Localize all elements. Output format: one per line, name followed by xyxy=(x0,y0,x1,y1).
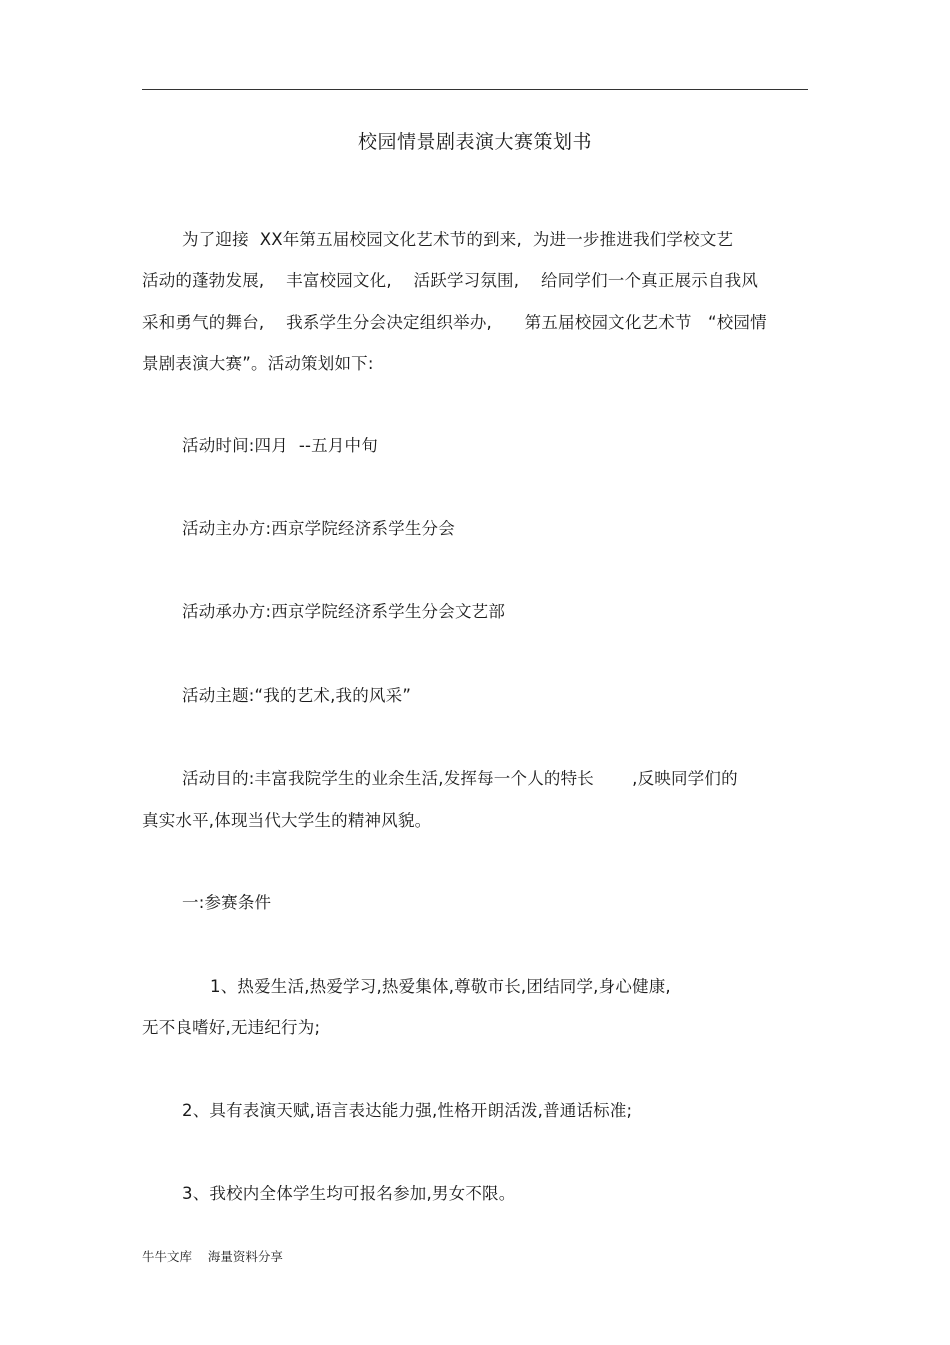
activity-purpose-line-2: 真实水平,体现当代大学生的精神风貌。 xyxy=(142,811,432,830)
header-rule xyxy=(142,89,808,90)
intro-line-1: 为了迎接 XX年第五届校园文化艺术节的到来, 为进一步推进我们学校文艺 xyxy=(182,230,734,249)
activity-host: 活动主办方:西京学院经济系学生分会 xyxy=(182,519,455,538)
activity-organizer: 活动承办方:西京学院经济系学生分会文艺部 xyxy=(182,602,506,621)
activity-time: 活动时间:四月 --五月中旬 xyxy=(182,436,378,455)
activity-purpose-line-1: 活动目的:丰富我院学生的业余生活,发挥每一个人的特长 ,反映同学们的 xyxy=(182,769,738,788)
condition-1-line-2: 无不良嗜好,无违纪行为; xyxy=(142,1018,321,1037)
condition-1-line-1: 1、热爱生活,热爱学习,热爱集体,尊敬市长,团结同学,身心健康, xyxy=(210,977,671,996)
section-heading-conditions: 一:参赛条件 xyxy=(182,893,272,912)
activity-theme: 活动主题:“我的艺术,我的风采” xyxy=(182,686,412,705)
condition-2: 2、具有表演天赋,语言表达能力强,性格开朗活泼,普通话标准; xyxy=(182,1101,633,1120)
intro-line-2: 活动的蓬勃发展, 丰富校园文化, 活跃学习氛围, 给同学们一个真正展示自我风 xyxy=(142,271,759,290)
intro-line-4: 景剧表演大赛”。活动策划如下: xyxy=(142,354,374,373)
intro-line-3: 采和勇气的舞台, 我系学生分会决定组织举办, 第五届校园文化艺术节 “校园情 xyxy=(142,313,767,332)
document-title: 校园情景剧表演大赛策划书 xyxy=(357,131,592,153)
condition-3: 3、我校内全体学生均可报名参加,男女不限。 xyxy=(182,1184,516,1203)
footer-text: 牛牛文库 海量资料分享 xyxy=(142,1249,283,1264)
